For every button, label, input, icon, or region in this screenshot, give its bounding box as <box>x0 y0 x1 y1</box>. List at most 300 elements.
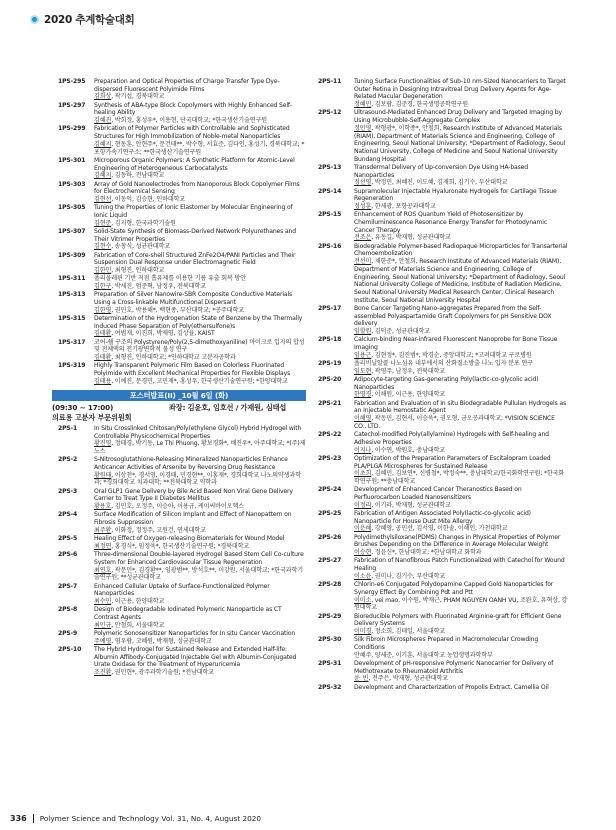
poster-authors <box>354 628 568 636</box>
poster-coauthors: , 이예진, 문경민, 고민재*, 홍성우, 한국생산기술연구원; *한양대학교 <box>111 377 288 385</box>
poster-title: Supramolecular Injectable Hyaluronate Hydrogels for Cartilage Tissue Regeneration <box>354 187 557 203</box>
poster-body <box>354 534 568 557</box>
poster-title: Fabrication of Antigen Associated Poly(lactic-co-glycolic acid) Nanoparticle for House Dust Mite Allergy <box>354 509 531 525</box>
poster-coauthors: , 김혜민, 김보연*, 신병철*, 박정숙**, 충남대학교/한국화학연구원; *한국화학연구원; **충남대학교 <box>354 470 565 485</box>
poster-list-1ps <box>58 78 306 386</box>
poster-code: 2PS-24 <box>318 486 342 494</box>
poster-body <box>94 228 306 251</box>
poster-entry <box>58 362 306 385</box>
poster-entry <box>318 660 568 683</box>
poster-presenter: 황용호 <box>94 503 112 511</box>
poster-title: The Hybrid Hydrogel for Sustained Release and Extended Half-life: Albumin Affibody-Conjugated Injectable Gel with Albumin-Conjugated Urate Oxidase for the Treatment of Hyperuricemia <box>94 645 297 669</box>
poster-authors <box>354 179 568 187</box>
poster-body <box>94 204 306 227</box>
poster-entry <box>318 613 568 636</box>
poster-body <box>354 376 568 399</box>
poster-code: 2PS-13 <box>318 163 342 171</box>
poster-presenter: 최주환 <box>94 526 112 534</box>
poster-body <box>354 557 568 580</box>
poster-body <box>94 315 306 338</box>
poster-body <box>94 339 306 362</box>
poster-entry <box>58 291 306 314</box>
poster-title: Polydimethylsiloxane(PDMS) Changes in Physical Properties of Polymer Brushes Depending on the Difference in Average Molecular Weight <box>354 533 561 549</box>
poster-code: 2PS-4 <box>58 511 78 519</box>
poster-entry <box>318 305 568 336</box>
poster-presenter: 김한영 <box>94 306 112 314</box>
poster-entry <box>318 109 568 163</box>
poster-presenter: 김희상 <box>94 93 112 101</box>
poster-entry <box>318 510 568 533</box>
poster-code: 2PS-10 <box>58 645 82 653</box>
poster-entry <box>58 646 306 677</box>
poster-list-2ps-right <box>318 78 568 691</box>
poster-body <box>94 511 306 534</box>
poster-presenter: 황원태 <box>94 471 112 479</box>
poster-body <box>94 125 306 156</box>
poster-body <box>94 551 306 582</box>
poster-body <box>94 606 306 629</box>
poster-authors <box>354 549 568 557</box>
poster-presenter: 이정리 <box>354 501 372 509</box>
poster-body <box>94 362 306 385</box>
poster-authors <box>94 307 306 315</box>
poster-body <box>354 613 568 636</box>
poster-entry <box>58 78 306 101</box>
poster-body <box>354 431 568 454</box>
poster-authors <box>354 447 568 455</box>
poster-title: Enhanced Cellular Uptake of Surface-Functionalized Polymer Nanoparticles <box>94 582 270 598</box>
poster-presenter: 김한구 <box>94 283 112 291</box>
poster-body <box>94 275 306 290</box>
poster-code: 2PS-23 <box>318 454 342 462</box>
poster-list-2ps-left <box>58 425 306 677</box>
poster-authors <box>94 440 306 455</box>
poster-presenter: 김혜진 <box>94 117 112 125</box>
poster-title: Fabrication of Polymer Particles with Controllable and Sophisticated Structures for High Immobilization of Noble-metal Nanoparticles <box>94 125 290 141</box>
poster-presenter: 임용근 <box>354 351 372 359</box>
poster-entry <box>318 376 568 399</box>
poster-authors <box>354 525 568 533</box>
poster-body <box>94 157 306 180</box>
poster-coauthors: , 곽형광*, 이학종*, 안철희, Research Institute of Advanced Materials (RIAM), Department of Materials Science and Engineering, College of Engineering, Seoul National University; *Department of Radiology, Seoul National University, College of Medicine and Seoul National University Bundang Hospital <box>354 124 566 163</box>
poster-presenter: 김현선 <box>94 195 112 203</box>
poster-title: Bioreducible Polymers with Fluorinated Arginine-graft for Efficient Gene Delivery Systems <box>354 612 562 628</box>
poster-presenter: 최연호 <box>94 566 112 574</box>
poster-code: 1PS-315 <box>58 315 86 323</box>
poster-code: 1PS-311 <box>58 275 86 283</box>
poster-coauthors: , 여범재, 이진희, 박제영, 김상율, KAIST <box>111 330 215 338</box>
poster-body <box>94 78 306 101</box>
poster-presenter: 주예영 <box>94 637 112 645</box>
journal-info: Polymer Science and Technology Vol. 31, No. 4, August 2020 <box>39 814 262 823</box>
poster-title: Three-dimensional Double-layered Hydrogel Based Stem Cell Co-culture System for Enhanced Cardiovascular Tissue Regeneration <box>94 551 304 566</box>
poster-presenter: 전조은 <box>354 234 372 242</box>
poster-code: 1PS-305 <box>58 204 86 212</box>
poster-coauthors: , 곽기섭, 경북대학교 <box>111 93 165 101</box>
poster-code: 2PS-21 <box>318 399 342 407</box>
poster-title: Preparation of Silver Nanowire-SBR Composite Conductive Materials Using a Cross-linkable Multifunctional Dispersant <box>94 291 293 307</box>
poster-authors <box>94 472 306 487</box>
poster-authors <box>94 196 306 204</box>
poster-title: Development and Characterization of Propolis Extract, Camellia Oil <box>354 683 549 691</box>
poster-entry <box>58 630 306 645</box>
poster-entry <box>318 336 568 359</box>
poster-coauthors: , 강혜영, 공민선, 김서영, 이한솔, 이해인, 가천대학교 <box>371 525 508 533</box>
poster-title: Microporous Organic Polymers: A Synthetic Platform for Atomic-Level Engineering of Heterogeneous Carbocatalysts <box>94 156 295 172</box>
poster-presenter: 이미경 <box>354 627 372 635</box>
poster-entry <box>318 581 568 612</box>
session-time-row <box>52 404 306 412</box>
poster-authors <box>94 330 306 338</box>
poster-code: 2PS-29 <box>318 612 342 620</box>
poster-title: Preparation and Optical Properties of Charge Transfer Type Dye-dispersed Fluorescent Polyimide Films <box>94 78 280 93</box>
poster-coauthors: , 이해원, 이근용, 한양대학교 <box>371 391 446 399</box>
poster-entry <box>318 684 568 692</box>
poster-authors <box>94 527 306 535</box>
poster-code: 2PS-19 <box>318 360 342 368</box>
poster-presenter: 최수민 <box>94 597 112 605</box>
poster-title: Biodegradable Polymer-based Radiopaque Microparticles for Transarterial Chemoembolization <box>354 242 568 258</box>
poster-presenter: 이승현 <box>354 549 372 557</box>
poster-entry <box>318 243 568 305</box>
poster-entry <box>318 557 568 580</box>
poster-presenter: 최정연 <box>94 542 112 550</box>
poster-entry <box>318 400 568 431</box>
poster-entry <box>58 583 306 606</box>
poster-title: S-Nitrosoglutathione-Releasing Mineralized Nanoparticles Enhance Anticancer Activities of Arsenite by Reversing Drug Resistance <box>94 456 288 472</box>
poster-code: 2PS-11 <box>318 78 342 85</box>
poster-body <box>354 164 568 187</box>
poster-presenter: 김혜지 <box>94 140 112 148</box>
poster-code: 2PS-14 <box>318 187 342 195</box>
poster-coauthors: , 박정민, 최혜진, 이도혜, 김재희, 김기수, 부산대학교 <box>371 179 508 187</box>
poster-authors <box>94 220 306 228</box>
poster-body <box>354 188 568 211</box>
poster-body <box>94 583 306 606</box>
poster-coauthors: , 권미나, 김기수, 부산대학교 <box>371 572 446 580</box>
poster-coauthors: , 최형진, 인하대학교; *인하대학교 고분자공학과 <box>111 354 236 362</box>
page-header <box>30 10 134 28</box>
poster-presenter: 윤_빈 <box>354 675 369 683</box>
poster-authors <box>354 675 568 683</box>
poster-coauthors: , 이동익, 김승현, 인하대학교 <box>111 195 186 203</box>
poster-authors <box>354 470 568 485</box>
poster-coauthors: , 유동길, 박재형, 성균관대학교 <box>371 234 451 242</box>
poster-authors <box>354 597 568 612</box>
poster-title: Optimization of the Preparation Parameters of Escitalopram Loaded PLA/PLGA Microspheres for Sustained Release <box>354 454 551 470</box>
poster-entry <box>58 204 306 227</box>
poster-presenter: 이지나 <box>354 446 372 454</box>
poster-body <box>354 400 568 431</box>
poster-body <box>354 581 568 612</box>
poster-code: 2PS-16 <box>318 242 342 250</box>
poster-presenter: 황진영 <box>94 440 112 448</box>
poster-coauthors: 안혜주, 양세준, 이기훈, 서울대학교 농업생명과학학부 <box>354 651 493 659</box>
poster-code: 2PS-6 <box>58 551 78 559</box>
footer-divider <box>33 814 34 823</box>
poster-entry <box>58 315 306 338</box>
poster-body <box>354 486 568 509</box>
poster-coauthors: , 송창식, 성균관대학교 <box>111 243 170 251</box>
poster-code: 2PS-12 <box>318 109 342 117</box>
poster-authors <box>94 669 306 677</box>
poster-entry <box>318 486 568 509</box>
poster-entry <box>318 188 568 211</box>
poster-presenter: 이미소 <box>354 596 372 604</box>
poster-entry <box>58 125 306 156</box>
poster-title: Tuning Surface Functionalities of Sub-10 nm-Sized Nanocarriers to Target Outer Retina in Designing Intravitreal Drug Delivery Agents for Age-Related Macular Degeneration <box>354 78 566 101</box>
poster-body <box>94 252 306 275</box>
poster-entry <box>58 157 306 180</box>
poster-code: 2PS-26 <box>318 533 342 541</box>
poster-coauthors: , vei mao, 이수원, 박재근, PHAM NGUYEN OANH VU, 조완호, 유혁상, 강원대학교 <box>354 596 568 612</box>
header-title: 2020 추계학술대회 <box>44 13 135 26</box>
poster-entry <box>58 425 306 456</box>
poster-title: Silk Fibroin Microspheres Prepared in Macromolecular Crowding Conditions <box>354 636 539 651</box>
poster-coauthors: , 이기라, 박재형, 성균관대학교 <box>371 501 451 509</box>
poster-code: 1PS-319 <box>58 362 86 370</box>
poster-title: Oral GLP1 Gene Delivery by Bile Acid Based Non Viral Gene Delivery Carrier to Treat Type II Diabetes Mellitus <box>94 487 293 503</box>
poster-authors <box>94 267 306 275</box>
poster-title: Bone Cancer Targeting Nano-aggregates Prepared from the Self-assembled Polyaspartamide Graft Copolymers for pH Sensitive DOX delivery <box>354 304 552 328</box>
poster-authors <box>354 258 568 304</box>
poster-presenter: 이운혜 <box>354 525 372 533</box>
poster-title: 코어-쉘 구조의 Polystyrene/Poly(2,5-dimethoxyaniline) 마이크로 입자의 합성 및 전체액의 전기광변학적 물성 연구 <box>94 338 305 354</box>
poster-code: 2PS-5 <box>58 535 78 543</box>
poster-title: Transdermal Delivery of Up-conversion Dye Using HA-based Nanoparticles <box>354 163 528 179</box>
poster-title: Determination of the Hydrogenation State of Benzene by the Thermally Induced Phase Separation of Poly(ethersulfone)s <box>94 315 303 330</box>
poster-title: 폴리비닐알콜 나노섬유 내부에서의 산화질소방출 나노 입자 분포 연구 <box>354 360 533 368</box>
poster-code: 2PS-20 <box>318 376 342 384</box>
poster-authors <box>94 638 306 646</box>
poster-coauthors: , 김민호, 오정주, 이승아, 이용규, 케이씨바이오헥스 <box>111 503 244 511</box>
poster-body <box>354 684 568 692</box>
poster-authors <box>94 141 306 156</box>
poster-coauthors: , 권민현*, 광주과학기술원; *전남대학교 <box>111 669 214 677</box>
poster-authors <box>94 543 306 551</box>
poster-title: Fabrication of Nanofibrous Patch Functionalized with Catechol for Wound Healing <box>354 557 565 573</box>
poster-presenter: 전선미 <box>354 258 372 266</box>
poster-presenter: 정혜민 <box>354 101 372 109</box>
poster-entry <box>58 102 306 125</box>
poster-authors <box>354 101 568 109</box>
poster-body <box>354 211 568 242</box>
poster-authors <box>354 391 568 399</box>
left-column <box>52 78 306 677</box>
poster-title: Synthesis of ABA-type Block Copolymers with Highly Enhanced Self-healing Ability <box>94 101 292 117</box>
poster-authors <box>94 243 306 251</box>
poster-coauthors: , 김동하, 전남대학교 <box>111 172 165 180</box>
poster-authors <box>94 503 306 511</box>
poster-title: Solid-State Synthesis of Biomass-Derived Network Polyurethanes and Their Vitrimer Properties <box>94 227 296 243</box>
poster-coauthors: , 한세광, 포항공과대학교 <box>371 203 436 211</box>
poster-authors <box>354 652 568 660</box>
poster-authors <box>94 172 306 180</box>
poster-code: 2PS-25 <box>318 509 342 517</box>
poster-title: Surface Modification of Silicon Implant and Effect of Nanopattern on Fibrosis Suppression <box>94 511 292 527</box>
poster-body <box>354 336 568 359</box>
poster-entry <box>58 535 306 550</box>
poster-authors <box>354 573 568 581</box>
session-time: (09:30 ~ 17:00) <box>52 402 114 412</box>
poster-body <box>354 510 568 533</box>
poster-coauthors: , 안철희, 서울대학교 <box>111 621 165 629</box>
poster-authors <box>354 125 568 164</box>
poster-body <box>354 243 568 305</box>
poster-body <box>94 535 306 550</box>
poster-coauthors: , 김덕준, 성균관대학교 <box>371 328 430 336</box>
poster-authors <box>354 203 568 211</box>
poster-title: Healing Effect of Oxygen-releasing Biomaterials for Wound Model <box>94 535 285 543</box>
poster-title: Enhancement of ROS Quantum Yield of Photosensitizer by Chemiluminescence Resonance Energy Transfer for Photodynamic Cancer Therapy <box>354 211 548 234</box>
poster-code: 2PS-30 <box>318 636 342 644</box>
poster-title: Polymeric Sonosensitizer Nanoparticles for In situ Cancer Vaccination <box>94 629 296 637</box>
poster-coauthors: , 권민호, 박용해*, 백현종, 부산대학교; *공주대학교 <box>111 306 244 314</box>
poster-entry <box>58 606 306 629</box>
poster-entry <box>58 511 306 534</box>
poster-entry <box>58 488 306 511</box>
poster-code: 2PS-7 <box>58 582 78 590</box>
poster-body <box>94 425 306 456</box>
poster-authors <box>94 622 306 630</box>
poster-coauthors: , 김지형, 한국과학기술원 <box>111 219 176 227</box>
poster-presenter: 김태용 <box>94 377 112 385</box>
page-number: 336 <box>10 814 27 823</box>
poster-entry <box>318 360 568 375</box>
poster-title: Array of Gold Nanoelectrodes from Nanoporous Block Copolymer Films for Electrochemical Sensing <box>94 180 300 196</box>
poster-code: 1PS-299 <box>58 125 86 133</box>
poster-entry <box>58 228 306 251</box>
poster-presenter: 정민영 <box>354 124 372 132</box>
poster-presenter: 정선영 <box>354 179 372 187</box>
poster-presenter: 최민규 <box>94 621 112 629</box>
poster-code: 1PS-301 <box>58 156 86 164</box>
poster-code: 2PS-28 <box>318 581 342 589</box>
poster-entry <box>318 211 568 242</box>
poster-body <box>94 102 306 125</box>
poster-body <box>354 660 568 683</box>
poster-coauthors: , 정태경, 박기동, Le Thi Phuong, 황보경화*, 배진우*, 아주대학교; *(주)제노스 <box>94 440 306 456</box>
poster-body <box>94 646 306 677</box>
poster-body <box>354 78 568 109</box>
poster-presenter: 정성훈 <box>354 203 372 211</box>
poster-body <box>94 630 306 645</box>
poster-code: 2PS-3 <box>58 487 78 495</box>
poster-title: Fabrication of Core-shell Structured ZnFe2O4/PANI Particles and Their Suspension Dual Response under Electromagnetic Field <box>94 251 296 267</box>
poster-coauthors: , 현동훈, 안현주*, 문건태**, 박수형, 서효준, 김다인, 홍성기, 경북대학교; *포항가속기연구소; **한국생산기술연구원 <box>94 140 305 156</box>
poster-entry <box>318 534 568 557</box>
poster-coauthors: , 곽동민, 김현서, 이승욱*, 권오형, 금오공과대학교; *VISION SCIENCE CO., LTD. <box>354 415 555 430</box>
poster-entry <box>58 252 306 275</box>
poster-authors <box>94 117 306 125</box>
poster-coauthors: , 전주은, 박재형, 성균관대학교 <box>368 675 448 683</box>
poster-code: 1PS-313 <box>58 291 86 299</box>
poster-entry <box>58 275 306 290</box>
poster-authors <box>354 415 568 430</box>
poster-body <box>354 360 568 375</box>
poster-code: 2PS-22 <box>318 431 342 439</box>
poster-code: 2PS-17 <box>318 304 342 312</box>
poster-presenter: 김태환 <box>94 330 112 338</box>
poster-authors <box>94 567 306 582</box>
poster-entry <box>318 636 568 659</box>
poster-title: 폴리올레핀 기반 저점 흡유제를 이용한 기름 유출 회복 방안 <box>94 275 246 283</box>
poster-coauthors: , 이상천*, 경서영, 이경태, 민경현**, 이홍재*, 경희대학교 나노의약생과학과; *경희대학교 치과대학; **전북대학교 약학과 <box>94 471 301 487</box>
poster-authors <box>354 352 568 360</box>
poster-presenter: 이초희 <box>354 470 372 478</box>
poster-body <box>94 181 306 204</box>
poster-body <box>94 291 306 314</box>
poster-presenter: 김현수 <box>94 243 112 251</box>
poster-presenter: 김현준 <box>94 219 112 227</box>
poster-body <box>354 455 568 486</box>
poster-title: Tuning the Properties of Ionic Elastomer by Molecular Engineering of Ionic Liquid <box>94 204 293 219</box>
poster-entry <box>318 78 568 109</box>
poster-title: Highly Transparent Polymeric Film Based on Colorless Fluorinated Polyimide with Excellent Mechanical Properties for Flexible Displays <box>94 362 291 378</box>
poster-presenter: 김혜지 <box>94 172 112 180</box>
poster-authors <box>354 234 568 242</box>
poster-coauthors: , 이화정, 정정주, 고원건, 연세대학교 <box>111 526 206 534</box>
poster-coauthors: , 홍경식*, 임정욱*, 한국생산기술연구원; *경북대학교 <box>111 542 250 550</box>
poster-authors <box>94 598 306 606</box>
poster-coauthors: , 염우람, 고혜원, 박재형, 성균관대학교 <box>111 637 212 645</box>
poster-body <box>94 488 306 511</box>
poster-entry <box>58 551 306 582</box>
poster-coauthors: , 이수연, 박원호, 충남대학교 <box>371 446 446 454</box>
poster-body <box>354 305 568 336</box>
poster-authors <box>354 368 568 376</box>
poster-title: In Situ Crosslinked Chitosan/Poly(ethylene Glycol) Hybrid Hydrogel with Controllable Physicochemical Properties <box>94 424 302 440</box>
poster-coauthors: , 박희정, 홍성우*, 이용현, 단국대학교; *한국생산기술연구원 <box>111 117 267 125</box>
poster-title: Catechol-modified Poly(allylamine) Hydrogels with Self-healing and Adhesive Properties <box>354 431 549 446</box>
poster-code: 1PS-303 <box>58 180 86 188</box>
poster-title: Calcium-binding Near-infrared Fluorescent Nanoprobe for Bone Tissue Imaging <box>354 336 558 352</box>
conference-logo-icon <box>30 15 39 24</box>
poster-authors <box>94 283 306 291</box>
poster-body <box>354 636 568 659</box>
poster-entry <box>58 339 306 362</box>
poster-authors <box>94 378 306 386</box>
poster-authors <box>354 502 568 510</box>
poster-presenter: 임할원 <box>354 328 372 336</box>
poster-code: 2PS-31 <box>318 659 342 667</box>
poster-coauthors: , 박세진, 엄준혁, 남정우, 전북대학교 <box>111 283 206 291</box>
poster-authors <box>354 328 568 336</box>
poster-entry <box>318 455 568 486</box>
poster-title: Ultrasound-Mediated Enhanced Drug Delivery and Targeted Imaging by Using Microbubble-Self-Aggregate Complex <box>354 109 562 125</box>
poster-code: 2PS-15 <box>318 211 342 219</box>
poster-code: 1PS-317 <box>58 338 86 346</box>
poster-authors <box>94 354 306 362</box>
poster-body <box>354 109 568 163</box>
poster-code: 1PS-295 <box>58 78 86 85</box>
poster-entry <box>318 164 568 187</box>
poster-coauthors: , 곽영주, 남정우, 전북대학교 <box>371 367 446 375</box>
poster-coauthors: , 이근용, 한양대학교 <box>111 597 165 605</box>
poster-body <box>94 456 306 487</box>
poster-code: 2PS-18 <box>318 336 342 344</box>
poster-presenter: 김태환 <box>94 354 112 362</box>
poster-title: Chlorin-e6 Conjugated Polydopamine Capped Gold Nanoparticles for Synergy Effect By Combining Pdt and Ptt <box>354 581 554 596</box>
session-banner: 포스터발표(II) _10월 6일 (화) <box>52 390 306 401</box>
poster-code: 2PS-32 <box>318 683 342 691</box>
poster-title: Development of Enhanced Cancer Theranostics Based on Perfluorocarbon Loaded Nanosensitizers <box>354 486 522 501</box>
poster-coauthors: , 채한준*, 안철희, Research Institute of Advanced Materials (RIAM), Department of Materials Science and Engineering, College of Engineering, Seoul National University; *Department of Radiology, Seoul National University College of Medicine, Institute of Radiation Medicine, Seoul National University Medical Research Center, Clinical Research Institute, Seoul National University Hospital <box>354 258 566 304</box>
poster-coauthors: , 곽문민*, 김경환**, 임광범**, 방석호**, 이강원, 서울대학교; *한국과학기술연구원; **성균관대학교 <box>94 566 303 582</box>
poster-code: 1PS-309 <box>58 251 86 259</box>
poster-code: 2PS-9 <box>58 629 78 637</box>
poster-code: 2PS-27 <box>318 557 342 565</box>
